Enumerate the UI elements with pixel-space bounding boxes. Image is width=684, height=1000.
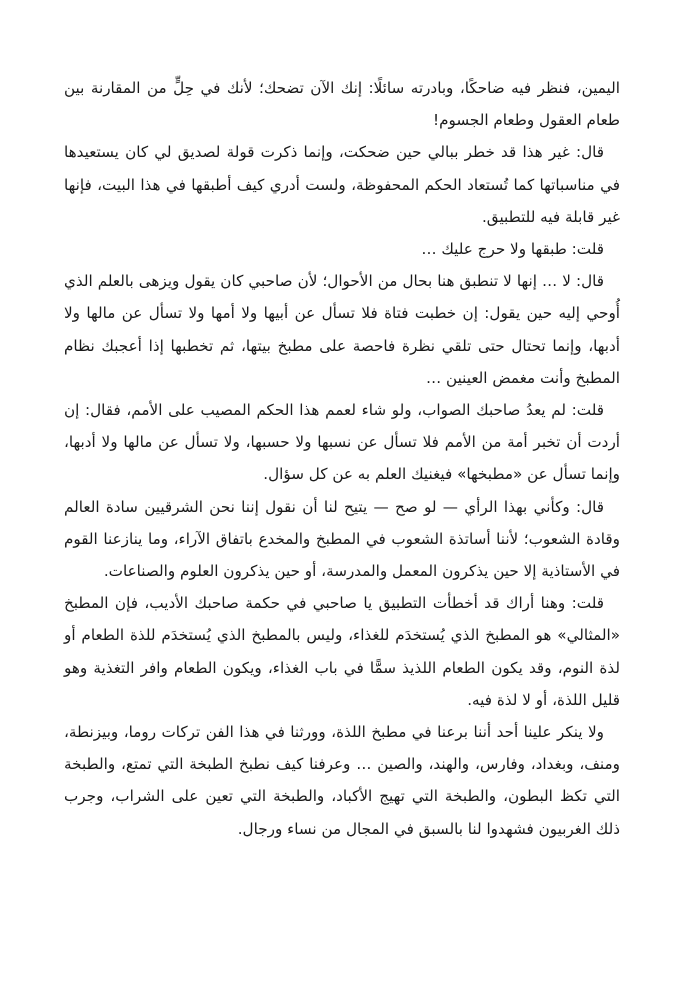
paragraph-apply-it: قلت: طبقها ولا حرج عليك …: [421, 240, 604, 259]
paragraph-legacy-of-pleasure: ولا ينكر علينا أحد أننا برعنا في مطبخ اللذة، وورثنا في هذا الفن تركات روما، وبيزنطة، ومنف، وبغداد، وفارس، والهند، والصين … وعرفنا كيف نطبخ الطبخة التي تمتع، والطبخة التي تكظ البطون، والطبخة التي تهيج الأكباد، والطبخة التي تعين على الشراب، وجرب ذلك الغربيون فشهدوا لنا بالسبق في المجال من نساء ورجال.: [64, 723, 620, 838]
paragraph-ideal-kitchen: قلت: وهنا أراك قد أخطأت التطبيق يا صاحبي في حكمة صاحبك الأديب، فإن المطبخ «المثالي» هو المطبخ الذي يُستخدَم للغذاء، وليس بالمطبخ الذي يُستخدَم للذة الطعام أو لذة النوم، وقد يكون الطعام اللذيذ سمًّا في باب الغذاء، ويكون الطعام وافر التغذية وهو قليل اللذة، أو لا لذة فيه.: [64, 594, 620, 709]
document-page: [64, 72, 620, 845]
paragraph-generalize-nations: قلت: لم يعدُ صاحبك الصواب، ولو شاء لعمم هذا الحكم المصيب على الأمم، فقال: إن أردت أن تخبر أمة من الأمم فلا تسأل عن نسبها ولا حسبها، ولا تسأل عن مالها ولا أدبها، وإنما تسأل عن «مطبخها» فيغنيك العلم به عن كل سؤال.: [64, 401, 620, 484]
paragraph-kitchen-test: قال: لا … إنها لا تنطبق هنا بحال من الأحوال؛ لأن صاحبي كان يقول ويزهى بالعلم الذي أُوحي إليه حين يقول: إن خطبت فتاة فلا تسأل عن أبيها ولا أمها ولا تسأل عن مالها ولا أدبها، وإنما تحتال حتى تلقي نظرة فاحصة على مطبخ بيتها، ثم تخطبها إذا أعجبك نظام المطبخ وأنت مغمض العينين …: [64, 272, 620, 387]
paragraph-eastern-masters: قال: وكأني بهذا الرأي — لو صح — يتيح لنا أن نقول إننا نحن الشرقيين سادة العالم وقادة الشعوب؛ لأننا أساتذة الشعوب في المطبخ والمخدع باتفاق الآراء، وما ينازعنا القوم في الأستاذية إلا حين يذكرون المعمل والمدرسة، أو حين يذكرون العلوم والصناعات.: [64, 497, 620, 581]
paragraph-he-said-laughing: قال: غير هذا قد خطر ببالي حين ضحكت، وإنما ذكرت قولة لصديق لي كان يستعيدها في مناسباتها كما تُستعاد الحكم المحفوظة، ولست أدري كيف أطبقها في هذا البيت، فإنها غير قابلة فيه للتطبيق.: [64, 143, 620, 226]
paragraph-continuation: اليمين، فنظر فيه ضاحكًا، وبادرته سائلًا: إنك الآن تضحك؛ لأنك في حِلٍّ من المقارنة بين طعام العقول وطعام الجسوم!: [64, 79, 620, 130]
